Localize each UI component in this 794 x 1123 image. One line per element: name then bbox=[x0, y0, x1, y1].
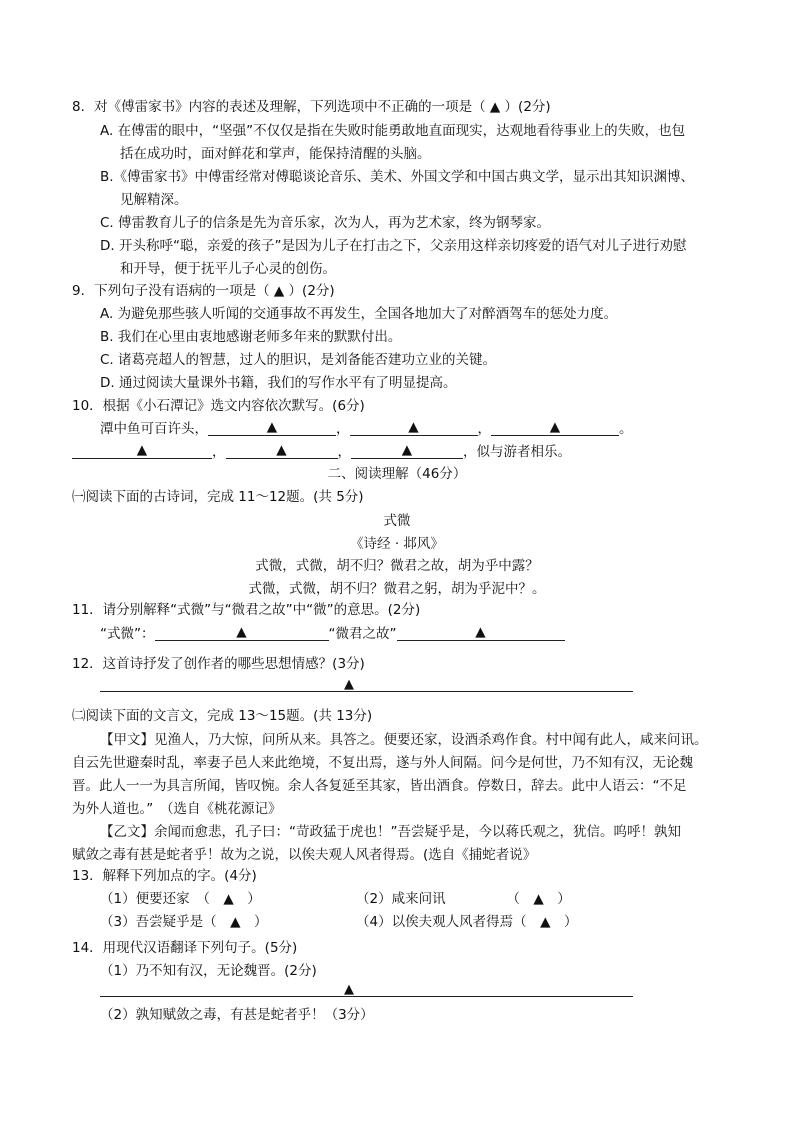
q8-option-b-cont: 见解精深。 bbox=[120, 192, 188, 208]
q12-answer-mark: ▲ bbox=[344, 677, 354, 692]
q10-blank-4[interactable]: ▲ bbox=[72, 443, 212, 459]
q13-item-2: （2）咸来问讯 （ ▲ ） bbox=[356, 891, 571, 907]
prose-intro: ㈡阅读下面的文言文，完成 13～15题。(共 13分) bbox=[72, 708, 373, 724]
q10-line2: ▲ ， ▲ ， ▲ ，似与游者相乐。 bbox=[72, 443, 571, 461]
prose-jia-4: 为外人道也。” （选自《桃花源记》 bbox=[72, 801, 282, 817]
q9-option-c: C. 诸葛亮超人的智慧，过人的胆识，是刘备能否建功立业的关键。 bbox=[100, 352, 497, 368]
q10-stem: 10．根据《小石潭记》选文内容依次默写。(6分) bbox=[72, 398, 365, 414]
q14-stem: 14．用现代汉语翻译下列句子。(5分) bbox=[72, 940, 298, 956]
section-2-title: 二、阅读理解（46分） bbox=[327, 466, 467, 482]
q11-blank-2[interactable]: ▲ bbox=[397, 625, 565, 641]
q9-option-a: A. 为避免那些骇人听闻的交通事故不再发生，全国各地加大了对醉酒驾车的惩处力度。 bbox=[100, 306, 618, 322]
q10-lead: 潭中鱼可百许头， bbox=[100, 421, 208, 437]
q8-option-d: D. 开头称呼“聪，亲爱的孩子”是因为儿子在打击之下，父亲用这样亲切疼爱的语气对儿子进行劝慰 bbox=[100, 238, 687, 254]
q8-option-a: A. 在傅雷的眼中，“坚强”不仅仅是指在失败时能勇敢地直面现实，达观地看待事业上的失败，也包 bbox=[100, 123, 686, 139]
q14-sentence-1: （1）乃不知有汉，无论魏晋。(2分) bbox=[100, 963, 317, 979]
q9-option-b: B. 我们在心里由衷地感谢老师多年来的默默付出。 bbox=[100, 329, 402, 345]
q14-answer-line[interactable] bbox=[100, 996, 633, 997]
q8-option-d-cont: 和开导，便于抚平儿子心灵的创伤。 bbox=[120, 261, 336, 277]
q11-label-1: “式微”： bbox=[100, 626, 155, 642]
q8-option-a-cont: 括在成功时，面对鲜花和掌声，能保持清醒的头脑。 bbox=[120, 146, 431, 162]
q14-sentence-2: （2）孰知赋敛之毒，有甚是蛇者乎！（3分） bbox=[100, 1007, 374, 1023]
q13-item-1: （1）便要还家 （ ▲ ） bbox=[100, 891, 261, 907]
q10-blank-5[interactable]: ▲ bbox=[226, 443, 338, 459]
q13-item-3: （3）吾尝疑乎是（ ▲ ） bbox=[100, 914, 268, 930]
prose-jia-2: 自云先世避秦时乱，率妻子邑人来此绝境，不复出焉，遂与外人间隔。问今是何世，乃不知有汉，无论魏 bbox=[72, 755, 693, 771]
q11-answers bbox=[100, 625, 565, 643]
q11-blank-1[interactable]: ▲ bbox=[155, 625, 329, 641]
q8-stem: 8．对《傅雷家书》内容的表述及理解，下列选项中不正确的一项是（ ▲ ）(2分) bbox=[72, 99, 551, 115]
prose-jia-3: 晋。此人一一为具言所闻，皆叹惋。余人各复延至其家，皆出酒食。停数日，辞去。此中人语云：“不足 bbox=[72, 778, 687, 794]
poem-line-2: 式微，式微，胡不归？微君之躬，胡为乎泥中？。 bbox=[248, 581, 546, 597]
q11-stem: 11．请分别解释“式微”与“微君之故”中“微”的意思。(2分) bbox=[72, 602, 421, 618]
poem-source: 《诗经 · 邶风》 bbox=[350, 536, 444, 552]
q12-answer-line[interactable] bbox=[100, 691, 633, 692]
q9-stem: 9．下列句子没有语病的一项是（ ▲ ）(2分) bbox=[72, 283, 335, 299]
q9-option-d: D. 通过阅读大量课外书籍，我们的写作水平有了明显提高。 bbox=[100, 375, 457, 391]
q10-blank-6[interactable]: ▲ bbox=[351, 443, 463, 459]
q13-stem: 13．解释下列加点的字。(4分) bbox=[72, 868, 257, 884]
q10-line1: 潭中鱼可百许头， ▲ ， ▲ ， ▲ 。 bbox=[100, 419, 633, 437]
q14-answer-mark: ▲ bbox=[344, 982, 354, 997]
q11-label-2: “微君之故” bbox=[328, 626, 397, 642]
poem-intro: ㈠阅读下面的古诗词，完成 11～12题。(共 5分) bbox=[72, 489, 364, 505]
q8-option-b: B.《傅雷家书》中傅雷经常对傅聪谈论音乐、美术、外国文学和中国古典文学，显示出其知识渊博、 bbox=[100, 169, 695, 185]
q10-tail: ，似与游者相乐。 bbox=[463, 444, 571, 460]
poem-title: 式微 bbox=[383, 513, 411, 529]
prose-yi-1: 【乙文】余闻而愈悲，孔子曰：“苛政猛于虎也！”吾尝疑乎是，今以蒋氏观之，犹信。呜呼！孰知 bbox=[100, 824, 681, 840]
q10-blank-2[interactable]: ▲ bbox=[350, 420, 478, 436]
q12-stem: 12．这首诗抒发了创作者的哪些思想情感？(3分) bbox=[72, 656, 365, 672]
q10-blank-3[interactable]: ▲ bbox=[491, 420, 619, 436]
poem-line-1: 式微，式微，胡不归？微君之故，胡为乎中露？ bbox=[255, 558, 539, 574]
prose-jia-1: 【甲文】见渔人，乃大惊，问所从来。具答之。便要还家，设酒杀鸡作食。村中闻有此人，咸来问讯。 bbox=[100, 732, 708, 748]
q8-option-c: C. 傅雷教育儿子的信条是先为音乐家，次为人，再为艺术家，终为钢琴家。 bbox=[100, 215, 551, 231]
prose-yi-2: 赋敛之毒有甚是蛇者乎！故为之说，以俟夫观人风者得焉。(选自《捕蛇者说》 bbox=[72, 847, 537, 863]
q10-blank-1[interactable]: ▲ bbox=[208, 420, 336, 436]
q13-item-4: （4）以俟夫观人风者得焉（ ▲ ） bbox=[356, 914, 578, 930]
